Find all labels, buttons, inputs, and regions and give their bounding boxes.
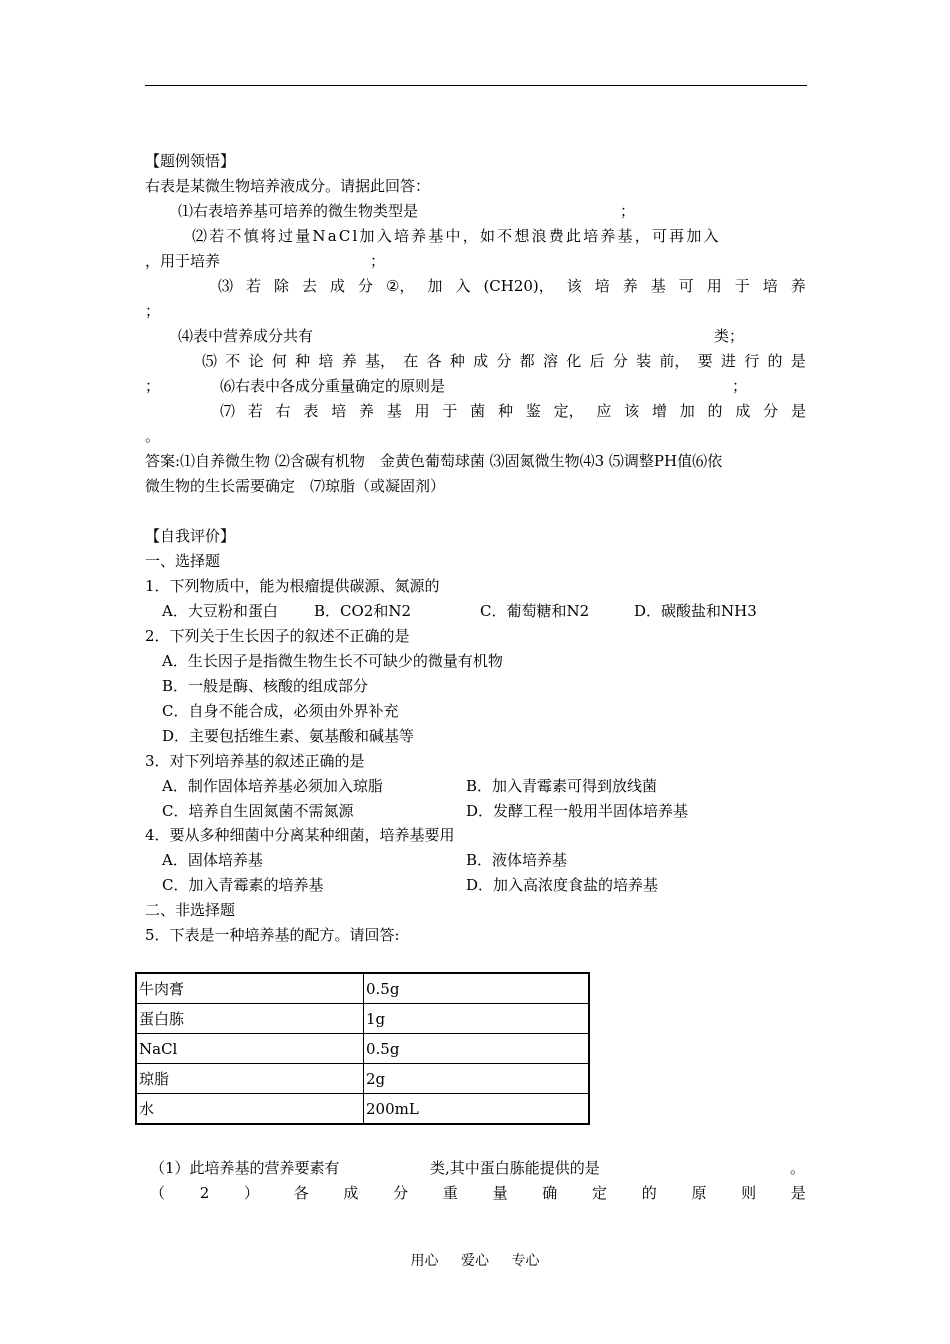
- spread-word: 化: [566, 352, 582, 370]
- table-row: [136, 1094, 589, 1125]
- spread-word: 是: [790, 402, 806, 420]
- spread-word: 分: [358, 277, 374, 295]
- spread-word: 在: [403, 352, 419, 370]
- example-q2-line1: [192, 227, 806, 245]
- spread-word: 右: [275, 402, 291, 420]
- example-q3-line: [218, 277, 806, 295]
- table-row: [136, 1004, 589, 1034]
- example-q7-end: 。: [145, 427, 161, 445]
- spread-word: 分: [612, 352, 628, 370]
- q2-option-c: C．自身不能合成，必须由外界补充: [162, 702, 399, 720]
- recipe-table: [135, 972, 590, 1125]
- header-rule: [145, 85, 807, 86]
- spread-word: 原: [691, 1184, 707, 1202]
- spread-word: 基: [650, 277, 666, 295]
- q1-option-b: B．CO2和N2: [314, 602, 412, 620]
- q5-part1-end: 。: [790, 1159, 806, 1177]
- spread-word: 要: [697, 352, 713, 370]
- q1-option-d: D．碳酸盐和NH3: [634, 602, 757, 620]
- q1-option-c: C．葡萄糖和N2: [480, 602, 590, 620]
- spread-word: 该: [566, 277, 582, 295]
- q5-stem: 5．下表是一种培养基的配方。请回答:: [145, 926, 400, 944]
- example-q1: ⑴右表培养基可培养的微生物类型是: [178, 202, 419, 220]
- ingredient-name: 牛肉膏: [136, 973, 364, 1004]
- spread-word: 何: [271, 352, 287, 370]
- q5-part1: （1）此培养基的营养要素有: [150, 1159, 340, 1177]
- spread-word: 培: [762, 277, 778, 295]
- spread-word: 种: [449, 352, 465, 370]
- example-q3-end: ；: [145, 302, 161, 320]
- ingredient-amount: 200mL: [364, 1094, 590, 1125]
- spread-word: 确: [542, 1184, 558, 1202]
- spread-word: 成: [330, 277, 346, 295]
- spread-word: 养: [341, 352, 357, 370]
- spread-word: ⑶: [218, 277, 234, 295]
- example-q7-line: [220, 402, 806, 420]
- self-eval-heading: 【自我评价】: [145, 527, 236, 545]
- spread-word: （: [150, 1184, 166, 1202]
- spread-word: (CH20)，: [483, 277, 554, 295]
- q4-stem: 4．要从多种细菌中分离某种细菌，培养基要用: [145, 826, 455, 844]
- spread-word: 基: [386, 402, 402, 420]
- example-q2-end: ；: [370, 252, 386, 270]
- spread-word: 养: [622, 277, 638, 295]
- spread-word: ⑺: [220, 402, 236, 420]
- spread-word: 入: [455, 277, 471, 295]
- example-q6: ⑹右表中各成分重量确定的原则是: [220, 377, 446, 395]
- spread-word: 装: [636, 352, 652, 370]
- spread-word: 该: [624, 402, 640, 420]
- spread-word: 去: [302, 277, 318, 295]
- q3-option-c: C．培养自生固氮菌不需氮源: [162, 802, 354, 820]
- section-nonchoice-heading: 二、非选择题: [145, 901, 236, 919]
- section-choice-heading: 一、选择题: [145, 552, 221, 570]
- ingredient-amount: 0.5g: [364, 1034, 590, 1064]
- example-heading: 【题例领悟】: [145, 152, 236, 170]
- spread-word: 不: [225, 352, 241, 370]
- example-q5-line: [202, 352, 806, 370]
- spread-word: 溶: [542, 352, 558, 370]
- spread-word: 于: [734, 277, 750, 295]
- spread-word: 进: [720, 352, 736, 370]
- q4-option-a: A．固体培养基: [162, 851, 263, 869]
- example-q2-line2: ，用于培养: [145, 252, 221, 270]
- spread-word: 鉴: [525, 402, 541, 420]
- ingredient-name: 蛋白胨: [136, 1004, 364, 1034]
- q2-option-b: B．一般是酶、核酸的组成部分: [162, 677, 369, 695]
- ingredient-name: 琼脂: [136, 1064, 364, 1094]
- spread-word: 增: [651, 402, 667, 420]
- spread-word: 的: [641, 1184, 657, 1202]
- spread-word: 养: [358, 402, 374, 420]
- spread-word: 培: [594, 277, 610, 295]
- example-q4: ⑷表中营养成分共有: [178, 327, 314, 345]
- ingredient-amount: 1g: [364, 1004, 590, 1034]
- spread-word: 定: [592, 1184, 608, 1202]
- q2-option-a: A．生长因子是指微生物生长不可缺少的微量有机物: [162, 652, 503, 670]
- q2-stem: 2．下列关于生长因子的叙述不正确的是: [145, 627, 410, 645]
- example-intro: 右表是某微生物培养液成分。请据此回答：: [145, 177, 431, 195]
- spread-word: 成: [343, 1184, 359, 1202]
- spread-word: 各: [426, 352, 442, 370]
- spread-word: 各: [293, 1184, 309, 1202]
- q3-option-b: B．加入青霉素可得到放线菌: [466, 777, 658, 795]
- spread-word: 若: [247, 402, 263, 420]
- ingredient-amount: 0.5g: [364, 973, 590, 1004]
- table-row: [136, 1034, 589, 1064]
- ingredient-name: 水: [136, 1094, 364, 1125]
- spread-word: 论: [248, 352, 264, 370]
- spread-word: 菌: [470, 402, 486, 420]
- spread-word: 用: [414, 402, 430, 420]
- example-q5-semicolon: ；: [145, 377, 161, 395]
- spread-word: 重: [442, 1184, 458, 1202]
- spread-word: 成: [473, 352, 489, 370]
- q1-option-a: A．大豆粉和蛋白: [162, 602, 278, 620]
- spread-word: 则: [741, 1184, 757, 1202]
- q5-part1-mid: 类,其中蛋白胨能提供的是: [430, 1159, 600, 1177]
- spread-word: ）: [243, 1184, 259, 1202]
- spread-word: 基，: [364, 352, 395, 370]
- spread-word: 分: [496, 352, 512, 370]
- q3-stem: 3．对下列培养基的叙述正确的是: [145, 752, 365, 770]
- spread-word: 除: [274, 277, 290, 295]
- spread-word: ②，: [386, 277, 415, 295]
- ingredient-name: NaCl: [136, 1034, 364, 1064]
- spread-word: 种: [497, 402, 513, 420]
- q4-option-b: B．液体培养基: [466, 851, 568, 869]
- spread-word: 分: [393, 1184, 409, 1202]
- spread-word: 培: [331, 402, 347, 420]
- q3-option-a: A．制作固体培养基必须加入琼脂: [162, 777, 383, 795]
- spread-word: 培: [318, 352, 334, 370]
- example-q1-end: ；: [620, 202, 636, 220]
- table-row: [136, 1064, 589, 1094]
- q1-stem: 1．下列物质中，能为根瘤提供碳源、氮源的: [145, 577, 440, 595]
- spread-word: 成: [735, 402, 751, 420]
- spread-word: 都: [519, 352, 535, 370]
- spread-word: 2: [199, 1184, 210, 1202]
- spread-word: 加: [679, 402, 695, 420]
- ingredient-amount: 2g: [364, 1064, 590, 1094]
- spread-word: 的: [767, 352, 783, 370]
- table-row: [136, 973, 589, 1004]
- example-q6-end: ；: [732, 377, 748, 395]
- spread-word: 应: [596, 402, 612, 420]
- spread-word: 种: [295, 352, 311, 370]
- q3-option-d: D．发酵工程一般用半固体培养基: [466, 802, 689, 820]
- answer-line-2: 微生物的生长需要确定 ⑺琼脂（或凝固剂）: [145, 477, 446, 495]
- spread-word: 是: [790, 352, 806, 370]
- spread-word: 养: [790, 277, 806, 295]
- example-q2-text: ⑵若不慎将过量NaCl加入培养基中，如不想浪费此培养基，可再加入: [192, 227, 721, 245]
- spread-word: 表: [303, 402, 319, 420]
- answer-line-1: 答案:⑴自养微生物 ⑵含碳有机物 金黄色葡萄球菌 ⑶固氮微生物⑷3 ⑸调整PH值⑹依: [145, 452, 723, 470]
- spread-word: 若: [246, 277, 262, 295]
- spread-word: 定，: [553, 402, 584, 420]
- spread-word: 量: [492, 1184, 508, 1202]
- q5-part2-line: [150, 1184, 806, 1202]
- spread-word: 的: [707, 402, 723, 420]
- spread-word: 分: [763, 402, 779, 420]
- spread-word: 前，: [659, 352, 690, 370]
- q4-option-d: D．加入高浓度食盐的培养基: [466, 876, 659, 894]
- spread-word: 于: [442, 402, 458, 420]
- spread-word: 用: [706, 277, 722, 295]
- spread-word: 是: [790, 1184, 806, 1202]
- example-q4-end: 类；: [714, 327, 745, 345]
- q4-option-c: C．加入青霉素的培养基: [162, 876, 324, 894]
- spread-word: 可: [678, 277, 694, 295]
- page-footer: 用心 爱心 专心: [410, 1253, 540, 1269]
- spread-word: 加: [427, 277, 443, 295]
- spread-word: ⑸: [202, 352, 218, 370]
- spread-word: 行: [744, 352, 760, 370]
- q2-option-d: D．主要包括维生素、氨基酸和碱基等: [162, 727, 415, 745]
- spread-word: 后: [589, 352, 605, 370]
